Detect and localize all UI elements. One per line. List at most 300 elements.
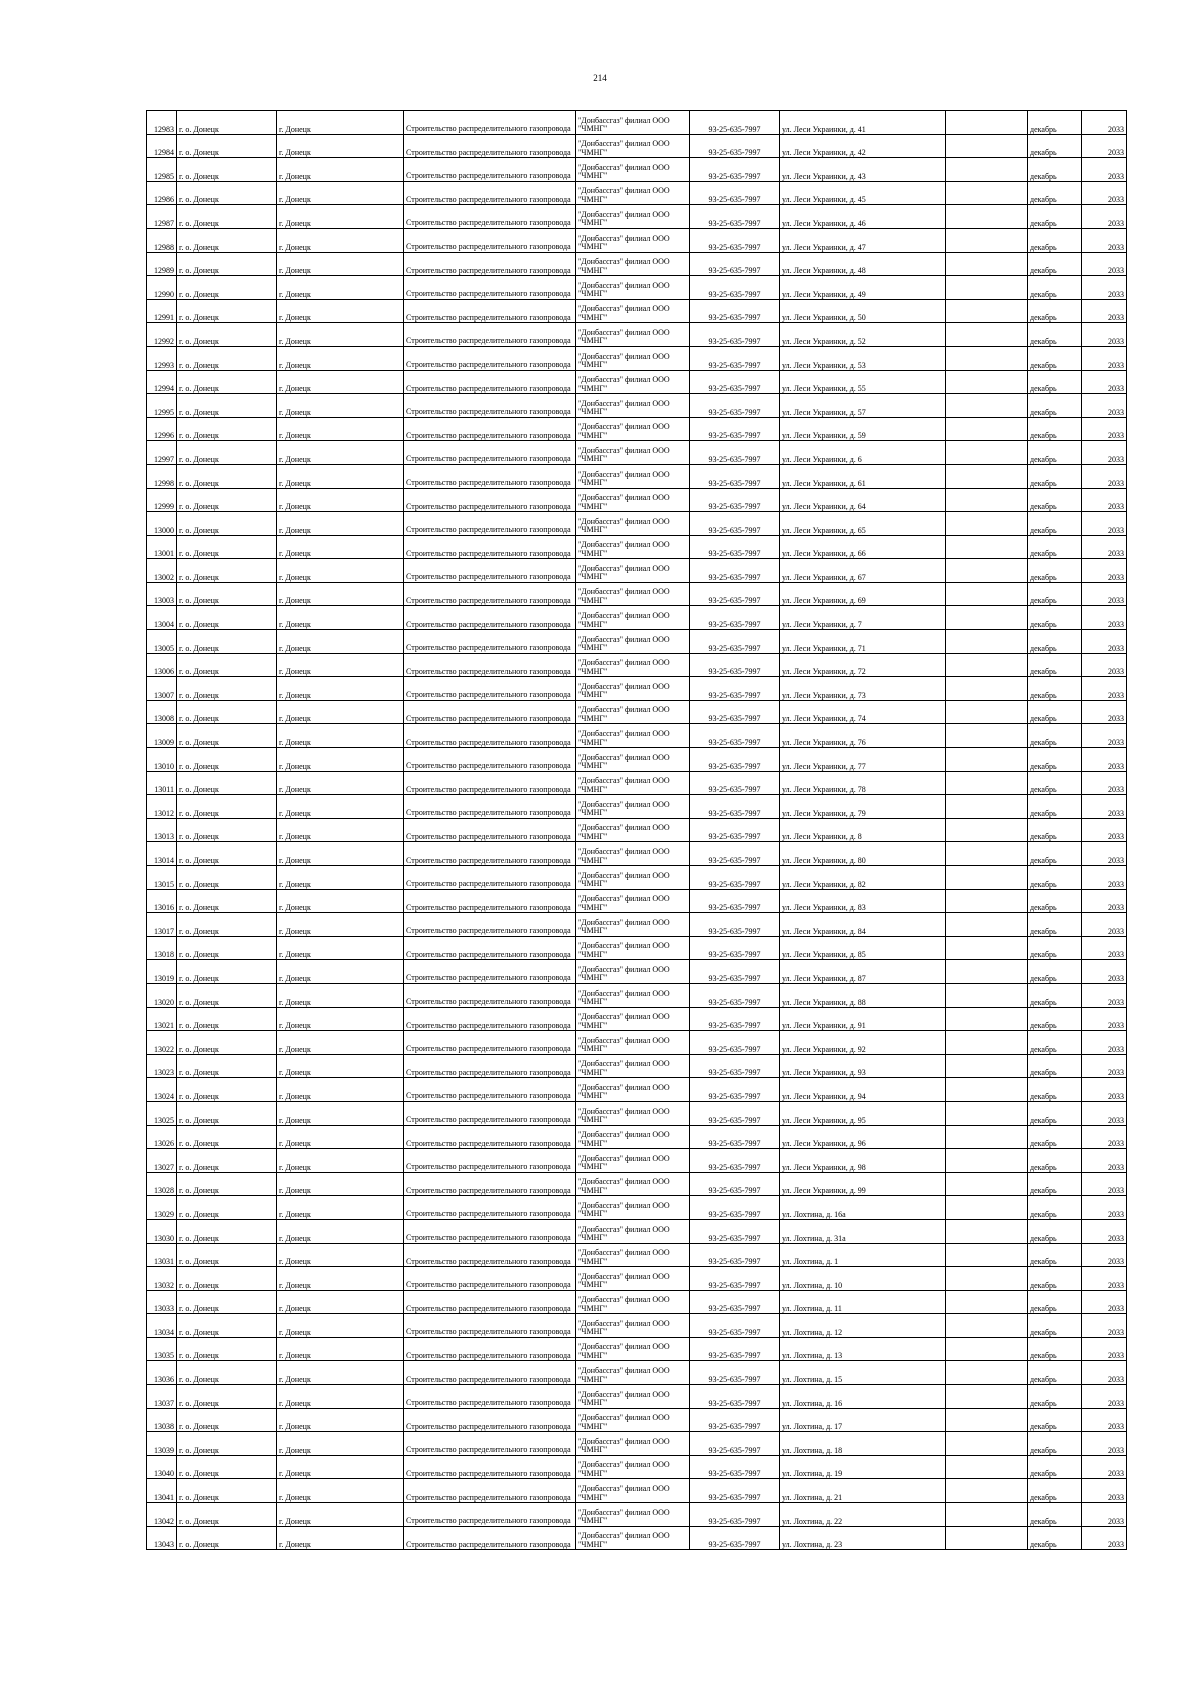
month-cell: декабрь: [1028, 1031, 1082, 1055]
city-cell: г. Донецк: [277, 1526, 404, 1550]
month-cell: декабрь: [1028, 464, 1082, 488]
row-number: 13014: [147, 842, 177, 866]
month-cell: декабрь: [1028, 441, 1082, 465]
month-cell: декабрь: [1028, 795, 1082, 819]
code-cell: 93-25-635-7997: [690, 1031, 780, 1055]
code-cell: 93-25-635-7997: [690, 276, 780, 300]
empty-cell: [946, 630, 1028, 654]
month-cell: декабрь: [1028, 111, 1082, 135]
empty-cell: [946, 1503, 1028, 1527]
month-cell: декабрь: [1028, 818, 1082, 842]
district-cell: г. о. Донецк: [177, 488, 277, 512]
year-cell: 2033: [1082, 1031, 1127, 1055]
code-cell: 93-25-635-7997: [690, 653, 780, 677]
organization-cell: "Донбассгаз" филиал ООО "ЧМНГ": [576, 205, 690, 229]
district-cell: г. о. Донецк: [177, 1479, 277, 1503]
work-type-cell: Строительство распределительного газопровода: [404, 1149, 576, 1173]
row-number: 13024: [147, 1078, 177, 1102]
work-type-cell: Строительство распределительного газопровода: [404, 795, 576, 819]
address-cell: ул. Леси Украинки, д. 76: [780, 724, 946, 748]
code-cell: 93-25-635-7997: [690, 913, 780, 937]
month-cell: декабрь: [1028, 771, 1082, 795]
district-cell: г. о. Донецк: [177, 158, 277, 182]
month-cell: декабрь: [1028, 724, 1082, 748]
address-cell: ул. Леси Украинки, д. 57: [780, 394, 946, 418]
code-cell: 93-25-635-7997: [690, 842, 780, 866]
year-cell: 2033: [1082, 441, 1127, 465]
table-row: [147, 111, 1127, 135]
district-cell: г. о. Донецк: [177, 181, 277, 205]
city-cell: г. Донецк: [277, 370, 404, 394]
work-type-cell: Строительство распределительного газопровода: [404, 299, 576, 323]
code-cell: 93-25-635-7997: [690, 512, 780, 536]
district-cell: г. о. Донецк: [177, 677, 277, 701]
work-type-cell: Строительство распределительного газопровода: [404, 582, 576, 606]
district-cell: г. о. Донецк: [177, 795, 277, 819]
row-number: 13017: [147, 913, 177, 937]
address-cell: ул. Леси Украинки, д. 83: [780, 889, 946, 913]
code-cell: 93-25-635-7997: [690, 1385, 780, 1409]
work-type-cell: Строительство распределительного газопровода: [404, 441, 576, 465]
year-cell: 2033: [1082, 1243, 1127, 1267]
month-cell: декабрь: [1028, 1361, 1082, 1385]
work-type-cell: Строительство распределительного газопровода: [404, 111, 576, 135]
month-cell: декабрь: [1028, 205, 1082, 229]
work-type-cell: Строительство распределительного газопровода: [404, 134, 576, 158]
month-cell: декабрь: [1028, 158, 1082, 182]
row-number: 13011: [147, 771, 177, 795]
empty-cell: [946, 1432, 1028, 1456]
table-row: [147, 252, 1127, 276]
year-cell: 2033: [1082, 1219, 1127, 1243]
row-number: 12987: [147, 205, 177, 229]
month-cell: декабрь: [1028, 1526, 1082, 1550]
row-number: 13006: [147, 653, 177, 677]
work-type-cell: Строительство распределительного газопровода: [404, 889, 576, 913]
year-cell: 2033: [1082, 158, 1127, 182]
empty-cell: [946, 441, 1028, 465]
empty-cell: [946, 1337, 1028, 1361]
table-row: [147, 370, 1127, 394]
organization-cell: "Донбассгаз" филиал ООО "ЧМНГ": [576, 346, 690, 370]
code-cell: 93-25-635-7997: [690, 134, 780, 158]
city-cell: г. Донецк: [277, 323, 404, 347]
row-number: 12992: [147, 323, 177, 347]
table-row: [147, 299, 1127, 323]
address-cell: ул. Леси Украинки, д. 94: [780, 1078, 946, 1102]
code-cell: 93-25-635-7997: [690, 582, 780, 606]
district-cell: г. о. Донецк: [177, 1054, 277, 1078]
address-cell: ул. Леси Украинки, д. 55: [780, 370, 946, 394]
city-cell: г. Донецк: [277, 1290, 404, 1314]
work-type-cell: Строительство распределительного газопровода: [404, 323, 576, 347]
address-cell: ул. Леси Украинки, д. 92: [780, 1031, 946, 1055]
work-type-cell: Строительство распределительного газопровода: [404, 1408, 576, 1432]
organization-cell: "Донбассгаз" филиал ООО "ЧМНГ": [576, 582, 690, 606]
city-cell: г. Донецк: [277, 111, 404, 135]
code-cell: 93-25-635-7997: [690, 1243, 780, 1267]
organization-cell: "Донбассгаз" филиал ООО "ЧМНГ": [576, 771, 690, 795]
organization-cell: "Донбассгаз" филиал ООО "ЧМНГ": [576, 111, 690, 135]
row-number: 12990: [147, 276, 177, 300]
district-cell: г. о. Донецк: [177, 252, 277, 276]
code-cell: 93-25-635-7997: [690, 1078, 780, 1102]
year-cell: 2033: [1082, 512, 1127, 536]
city-cell: г. Донецк: [277, 983, 404, 1007]
empty-cell: [946, 323, 1028, 347]
empty-cell: [946, 1408, 1028, 1432]
organization-cell: "Донбассгаз" филиал ООО "ЧМНГ": [576, 960, 690, 984]
work-type-cell: Строительство распределительного газопровода: [404, 1243, 576, 1267]
year-cell: 2033: [1082, 535, 1127, 559]
organization-cell: "Донбассгаз" филиал ООО "ЧМНГ": [576, 535, 690, 559]
empty-cell: [946, 464, 1028, 488]
district-cell: г. о. Донецк: [177, 323, 277, 347]
year-cell: 2033: [1082, 1455, 1127, 1479]
organization-cell: "Донбассгаз" филиал ООО "ЧМНГ": [576, 512, 690, 536]
table-row: [147, 842, 1127, 866]
month-cell: декабрь: [1028, 983, 1082, 1007]
address-cell: ул. Леси Украинки, д. 65: [780, 512, 946, 536]
month-cell: декабрь: [1028, 535, 1082, 559]
district-cell: г. о. Донецк: [177, 1219, 277, 1243]
month-cell: декабрь: [1028, 1408, 1082, 1432]
city-cell: г. Донецк: [277, 512, 404, 536]
row-number: 13033: [147, 1290, 177, 1314]
empty-cell: [946, 818, 1028, 842]
month-cell: декабрь: [1028, 1054, 1082, 1078]
table-row: [147, 795, 1127, 819]
work-type-cell: Строительство распределительного газопровода: [404, 559, 576, 583]
code-cell: 93-25-635-7997: [690, 1526, 780, 1550]
table-row: [147, 1031, 1127, 1055]
month-cell: декабрь: [1028, 394, 1082, 418]
year-cell: 2033: [1082, 1361, 1127, 1385]
month-cell: декабрь: [1028, 417, 1082, 441]
organization-cell: "Донбассгаз" филиал ООО "ЧМНГ": [576, 323, 690, 347]
code-cell: 93-25-635-7997: [690, 1455, 780, 1479]
year-cell: 2033: [1082, 252, 1127, 276]
row-number: 13004: [147, 606, 177, 630]
organization-cell: "Донбассгаз" филиал ООО "ЧМНГ": [576, 441, 690, 465]
row-number: 12985: [147, 158, 177, 182]
district-cell: г. о. Донецк: [177, 1101, 277, 1125]
district-cell: г. о. Донецк: [177, 1314, 277, 1338]
year-cell: 2033: [1082, 1078, 1127, 1102]
code-cell: 93-25-635-7997: [690, 1219, 780, 1243]
row-number: 13015: [147, 866, 177, 890]
district-cell: г. о. Донецк: [177, 1337, 277, 1361]
row-number: 13003: [147, 582, 177, 606]
month-cell: декабрь: [1028, 1172, 1082, 1196]
code-cell: 93-25-635-7997: [690, 724, 780, 748]
code-cell: 93-25-635-7997: [690, 1337, 780, 1361]
organization-cell: "Донбассгаз" филиал ООО "ЧМНГ": [576, 889, 690, 913]
empty-cell: [946, 1455, 1028, 1479]
organization-cell: "Донбассгаз" филиал ООО "ЧМНГ": [576, 1243, 690, 1267]
row-number: 13037: [147, 1385, 177, 1409]
empty-cell: [946, 1101, 1028, 1125]
empty-cell: [946, 1149, 1028, 1173]
city-cell: г. Донецк: [277, 464, 404, 488]
month-cell: декабрь: [1028, 630, 1082, 654]
month-cell: декабрь: [1028, 559, 1082, 583]
table-row: [147, 748, 1127, 772]
city-cell: г. Донецк: [277, 1408, 404, 1432]
district-cell: г. о. Донецк: [177, 818, 277, 842]
city-cell: г. Донецк: [277, 417, 404, 441]
month-cell: декабрь: [1028, 1243, 1082, 1267]
city-cell: г. Донецк: [277, 724, 404, 748]
year-cell: 2033: [1082, 1172, 1127, 1196]
work-type-cell: Строительство распределительного газопровода: [404, 1314, 576, 1338]
district-cell: г. о. Донецк: [177, 1455, 277, 1479]
organization-cell: "Донбассгаз" филиал ООО "ЧМНГ": [576, 1219, 690, 1243]
address-cell: ул. Леси Украинки, д. 69: [780, 582, 946, 606]
work-type-cell: Строительство распределительного газопровода: [404, 1337, 576, 1361]
district-cell: г. о. Донецк: [177, 582, 277, 606]
table-row: [147, 1078, 1127, 1102]
address-cell: ул. Леси Украинки, д. 50: [780, 299, 946, 323]
month-cell: декабрь: [1028, 606, 1082, 630]
row-number: 13038: [147, 1408, 177, 1432]
district-cell: г. о. Донецк: [177, 960, 277, 984]
address-cell: ул. Леси Украинки, д. 91: [780, 1007, 946, 1031]
year-cell: 2033: [1082, 582, 1127, 606]
organization-cell: "Донбассгаз" филиал ООО "ЧМНГ": [576, 252, 690, 276]
table-row: [147, 134, 1127, 158]
year-cell: 2033: [1082, 913, 1127, 937]
organization-cell: "Донбассгаз" филиал ООО "ЧМНГ": [576, 1290, 690, 1314]
organization-cell: "Донбассгаз" филиал ООО "ЧМНГ": [576, 1408, 690, 1432]
address-cell: ул. Леси Украинки, д. 42: [780, 134, 946, 158]
city-cell: г. Донецк: [277, 1455, 404, 1479]
city-cell: г. Донецк: [277, 795, 404, 819]
month-cell: декабрь: [1028, 842, 1082, 866]
table-row: [147, 1172, 1127, 1196]
empty-cell: [946, 1526, 1028, 1550]
district-cell: г. о. Донецк: [177, 346, 277, 370]
year-cell: 2033: [1082, 795, 1127, 819]
month-cell: декабрь: [1028, 1479, 1082, 1503]
city-cell: г. Донецк: [277, 1101, 404, 1125]
district-cell: г. о. Донецк: [177, 299, 277, 323]
code-cell: 93-25-635-7997: [690, 181, 780, 205]
city-cell: г. Донецк: [277, 1361, 404, 1385]
district-cell: г. о. Донецк: [177, 1503, 277, 1527]
organization-cell: "Донбассгаз" филиал ООО "ЧМНГ": [576, 370, 690, 394]
address-cell: ул. Лохтина, д. 15: [780, 1361, 946, 1385]
table-row: [147, 346, 1127, 370]
district-cell: г. о. Донецк: [177, 1290, 277, 1314]
code-cell: 93-25-635-7997: [690, 630, 780, 654]
work-type-cell: Строительство распределительного газопровода: [404, 1219, 576, 1243]
work-type-cell: Строительство распределительного газопровода: [404, 1455, 576, 1479]
work-type-cell: Строительство распределительного газопровода: [404, 936, 576, 960]
row-number: 12998: [147, 464, 177, 488]
year-cell: 2033: [1082, 866, 1127, 890]
table-row: [147, 818, 1127, 842]
address-cell: ул. Леси Украинки, д. 59: [780, 417, 946, 441]
month-cell: декабрь: [1028, 370, 1082, 394]
table-row: [147, 181, 1127, 205]
city-cell: г. Донецк: [277, 1078, 404, 1102]
year-cell: 2033: [1082, 134, 1127, 158]
address-cell: ул. Леси Украинки, д. 80: [780, 842, 946, 866]
city-cell: г. Донецк: [277, 818, 404, 842]
empty-cell: [946, 228, 1028, 252]
empty-cell: [946, 1125, 1028, 1149]
month-cell: декабрь: [1028, 700, 1082, 724]
empty-cell: [946, 205, 1028, 229]
table-row: [147, 1267, 1127, 1291]
table-row: [147, 771, 1127, 795]
city-cell: г. Донецк: [277, 1219, 404, 1243]
address-cell: ул. Леси Украинки, д. 93: [780, 1054, 946, 1078]
organization-cell: "Донбассгаз" филиал ООО "ЧМНГ": [576, 606, 690, 630]
organization-cell: "Донбассгаз" филиал ООО "ЧМНГ": [576, 1314, 690, 1338]
code-cell: 93-25-635-7997: [690, 1408, 780, 1432]
month-cell: декабрь: [1028, 1267, 1082, 1291]
row-number: 12997: [147, 441, 177, 465]
city-cell: г. Донецк: [277, 488, 404, 512]
city-cell: г. Донецк: [277, 1149, 404, 1173]
table-row: [147, 936, 1127, 960]
month-cell: декабрь: [1028, 1503, 1082, 1527]
organization-cell: "Донбассгаз" филиал ООО "ЧМНГ": [576, 559, 690, 583]
work-type-cell: Строительство распределительного газопровода: [404, 417, 576, 441]
code-cell: 93-25-635-7997: [690, 889, 780, 913]
month-cell: декабрь: [1028, 1101, 1082, 1125]
row-number: 13035: [147, 1337, 177, 1361]
row-number: 13041: [147, 1479, 177, 1503]
city-cell: г. Донецк: [277, 700, 404, 724]
city-cell: г. Донецк: [277, 1125, 404, 1149]
empty-cell: [946, 960, 1028, 984]
table-row: [147, 1196, 1127, 1220]
month-cell: декабрь: [1028, 1196, 1082, 1220]
work-type-cell: Строительство распределительного газопровода: [404, 535, 576, 559]
organization-cell: "Донбассгаз" филиал ООО "ЧМНГ": [576, 464, 690, 488]
year-cell: 2033: [1082, 1432, 1127, 1456]
work-type-cell: Строительство распределительного газопровода: [404, 1479, 576, 1503]
year-cell: 2033: [1082, 323, 1127, 347]
table-row: [147, 1149, 1127, 1173]
work-type-cell: Строительство распределительного газопровода: [404, 1054, 576, 1078]
address-cell: ул. Лохтина, д. 31а: [780, 1219, 946, 1243]
organization-cell: "Донбассгаз" филиал ООО "ЧМНГ": [576, 1526, 690, 1550]
row-number: 13001: [147, 535, 177, 559]
year-cell: 2033: [1082, 983, 1127, 1007]
work-type-cell: Строительство распределительного газопровода: [404, 842, 576, 866]
organization-cell: "Донбассгаз" филиал ООО "ЧМНГ": [576, 677, 690, 701]
month-cell: декабрь: [1028, 1385, 1082, 1409]
table-row: [147, 983, 1127, 1007]
empty-cell: [946, 252, 1028, 276]
address-cell: ул. Леси Украинки, д. 77: [780, 748, 946, 772]
code-cell: 93-25-635-7997: [690, 370, 780, 394]
year-cell: 2033: [1082, 276, 1127, 300]
table-row: [147, 960, 1127, 984]
city-cell: г. Донецк: [277, 1337, 404, 1361]
work-type-cell: Строительство распределительного газопровода: [404, 1078, 576, 1102]
year-cell: 2033: [1082, 677, 1127, 701]
empty-cell: [946, 1054, 1028, 1078]
year-cell: 2033: [1082, 111, 1127, 135]
year-cell: 2033: [1082, 818, 1127, 842]
code-cell: 93-25-635-7997: [690, 1196, 780, 1220]
row-number: 13016: [147, 889, 177, 913]
table-row: [147, 630, 1127, 654]
address-cell: ул. Лохтина, д. 16а: [780, 1196, 946, 1220]
year-cell: 2033: [1082, 181, 1127, 205]
work-type-cell: Строительство распределительного газопровода: [404, 370, 576, 394]
organization-cell: "Донбассгаз" филиал ООО "ЧМНГ": [576, 488, 690, 512]
empty-cell: [946, 1078, 1028, 1102]
work-type-cell: Строительство распределительного газопровода: [404, 464, 576, 488]
row-number: 13000: [147, 512, 177, 536]
row-number: 13005: [147, 630, 177, 654]
city-cell: г. Донецк: [277, 158, 404, 182]
empty-cell: [946, 394, 1028, 418]
table-row: [147, 1503, 1127, 1527]
organization-cell: "Донбассгаз" филиал ООО "ЧМНГ": [576, 630, 690, 654]
organization-cell: "Донбассгаз" филиал ООО "ЧМНГ": [576, 1267, 690, 1291]
row-number: 12994: [147, 370, 177, 394]
year-cell: 2033: [1082, 606, 1127, 630]
work-type-cell: Строительство распределительного газопровода: [404, 1267, 576, 1291]
address-cell: ул. Леси Украинки, д. 67: [780, 559, 946, 583]
empty-cell: [946, 1172, 1028, 1196]
city-cell: г. Донецк: [277, 205, 404, 229]
row-number: 13012: [147, 795, 177, 819]
city-cell: г. Донецк: [277, 394, 404, 418]
organization-cell: "Донбассгаз" филиал ООО "ЧМНГ": [576, 1078, 690, 1102]
row-number: 12991: [147, 299, 177, 323]
organization-cell: "Донбассгаз" филиал ООО "ЧМНГ": [576, 1196, 690, 1220]
district-cell: г. о. Донецк: [177, 417, 277, 441]
row-number: 13028: [147, 1172, 177, 1196]
year-cell: 2033: [1082, 842, 1127, 866]
table-row: [147, 913, 1127, 937]
organization-cell: "Донбассгаз" филиал ООО "ЧМНГ": [576, 158, 690, 182]
row-number: 13036: [147, 1361, 177, 1385]
month-cell: декабрь: [1028, 1337, 1082, 1361]
district-cell: г. о. Донецк: [177, 370, 277, 394]
table-row: [147, 464, 1127, 488]
row-number: 13025: [147, 1101, 177, 1125]
row-number: 12986: [147, 181, 177, 205]
year-cell: 2033: [1082, 889, 1127, 913]
work-type-cell: Строительство распределительного газопровода: [404, 913, 576, 937]
work-type-cell: Строительство распределительного газопровода: [404, 1361, 576, 1385]
district-cell: г. о. Донецк: [177, 535, 277, 559]
city-cell: г. Донецк: [277, 1503, 404, 1527]
year-cell: 2033: [1082, 205, 1127, 229]
table-row: [147, 1007, 1127, 1031]
empty-cell: [946, 913, 1028, 937]
empty-cell: [946, 889, 1028, 913]
work-type-cell: Строительство распределительного газопровода: [404, 252, 576, 276]
address-cell: ул. Леси Украинки, д. 96: [780, 1125, 946, 1149]
month-cell: декабрь: [1028, 512, 1082, 536]
organization-cell: "Донбассгаз" филиал ООО "ЧМНГ": [576, 866, 690, 890]
address-cell: ул. Леси Украинки, д. 73: [780, 677, 946, 701]
row-number: 13008: [147, 700, 177, 724]
work-type-cell: Строительство распределительного газопровода: [404, 983, 576, 1007]
empty-cell: [946, 1267, 1028, 1291]
district-cell: г. о. Донецк: [177, 1267, 277, 1291]
